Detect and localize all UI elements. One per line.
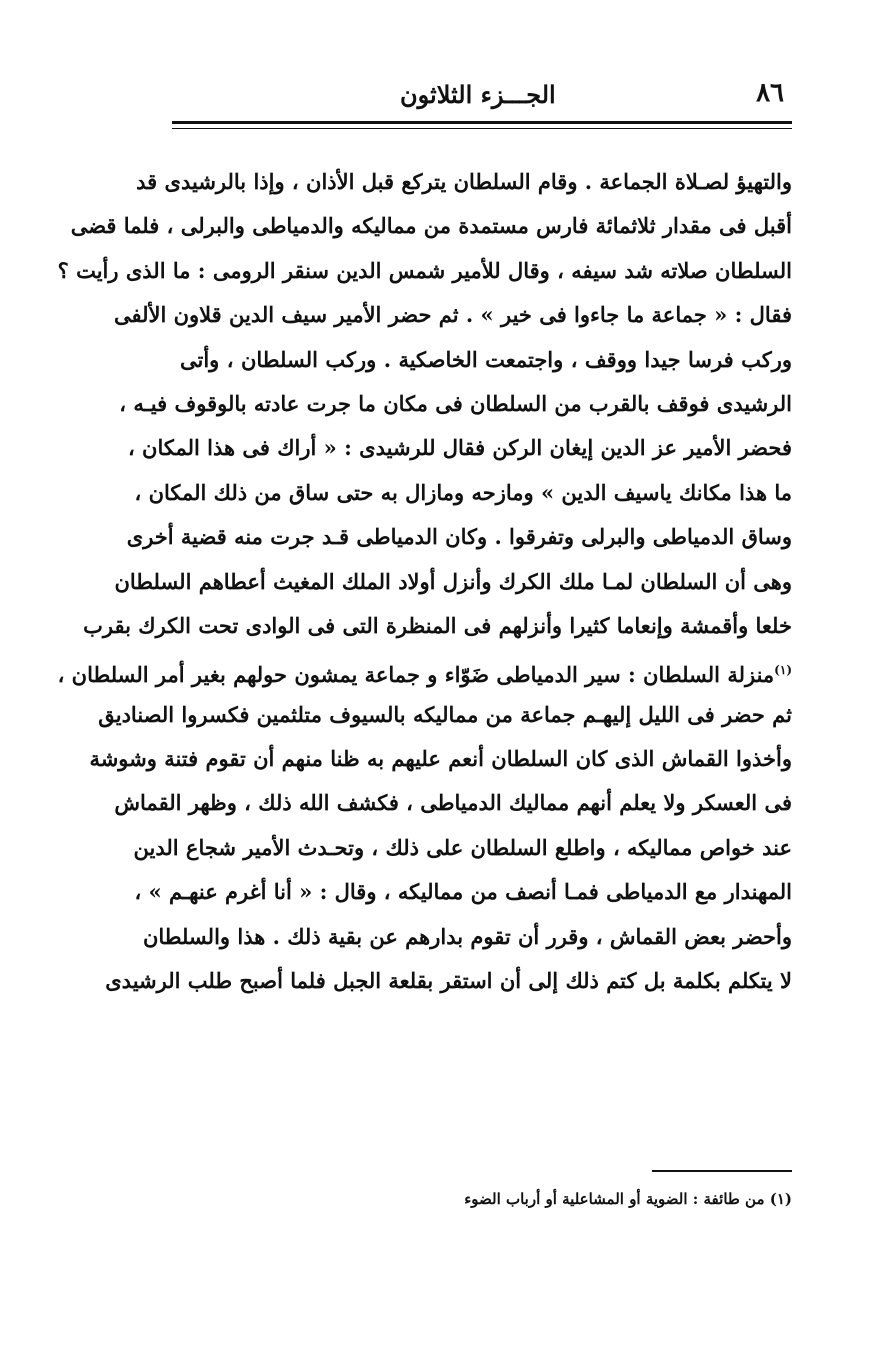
- text-line: ثم حضر فى الليل إليهـم جماعة من مماليكه بالسيوف متلثمين فكسروا الصناديق: [98, 701, 792, 727]
- page-number: ٨٦: [756, 78, 784, 108]
- text-line: الرشيدى فوقف بالقرب من السلطان فى مكان ما جرت عادته بالوقوف فيـه ،: [119, 390, 792, 416]
- text-line: لا يتكلم بكلمة بل كتم ذلك إلى أن استقر بقلعة الجبل فلما أصبح طلب الرشيدى: [105, 968, 792, 994]
- text-line: فى العسكر ولا يعلم أنهم مماليك الدمياطى ، فكشف الله ذلك ، وظهر القماش: [114, 790, 792, 816]
- text-line: وركب فرسا جيدا ووقف ، واجتمعت الخاصكية . وركب السلطان ، وأتى: [180, 346, 792, 372]
- text-line-with-footnote: [57, 648, 792, 692]
- text-line: فحضر الأمير عز الدين إيغان الركن فقال للرشيدى : « أراك فى هذا المكان ،: [127, 435, 792, 461]
- text-line: وساق الدمياطى والبرلى وتفرقوا . وكان الدمياطى قـد جرت منه قضية أخرى: [126, 524, 792, 550]
- text-line: المهندار مع الدمياطى فمـا أنصف من مماليكه ، وقال : « أنا أغرم عنهـم » ،: [134, 879, 792, 905]
- text-line: وهى أن السلطان لمـا ملك الكرك وأنزل أولاد الملك المغيث أعطاهم السلطان: [114, 568, 792, 594]
- footnote-reference: (١): [774, 663, 792, 678]
- page-header: [170, 74, 792, 120]
- text-line: السلطان صلاته شد سيفه ، وقال للأمير شمس الدين سنقر الرومى : ما الذى رأيت ؟: [57, 257, 792, 283]
- text-line: أقبل فى مقدار ثلاثمائة فارس مستمدة من مماليكه والدمياطى والبرلى ، فلما قضى: [70, 213, 792, 239]
- text-line: وأخذوا القماش الذى كان السلطان أنعم عليهم به ظنا منهم أن تقوم فتنة وشوشة: [89, 746, 792, 772]
- footnote: (١) من طائفة : الضوية أو المشاعلية أو أرباب الضوء: [464, 1190, 792, 1208]
- footnote-rule: [652, 1170, 792, 1172]
- running-title: الجـــزء الثلاثون: [400, 80, 556, 109]
- text-line: وأحضر بعض القماش ، وقرر أن تقوم بدارهم عن بقية ذلك . هذا والسلطان: [142, 923, 792, 949]
- text-line: منزلة السلطان : سير الدمياطى ضَوّاء و جماعة يمشون حولهم بغير أمر السلطان ،: [57, 662, 775, 688]
- text-line: خلعا وأقمشة وإنعاما كثيرا وأنزلهم فى المنظرة التى فى الوادى تحت الكرك بقرب: [83, 612, 792, 638]
- text-line: فقال : « جماعة ما جاءوا فى خير » . ثم حضر الأمير سيف الدين قلاون الألفى: [113, 302, 792, 328]
- header-rule-thin: [172, 128, 792, 129]
- text-line: ما هذا مكانك ياسيف الدين » ومازحه ومازال به حتى ساق من ذلك المكان ،: [134, 479, 792, 505]
- header-rule: [172, 121, 792, 124]
- text-line: والتهيؤ لصـلاة الجماعة . وقام السلطان يتركع قبل الأذان ، وإذا بالرشيدى قد: [136, 169, 792, 194]
- text-line: عند خواص مماليكه ، واطلع السلطان على ذلك ، وتحـدث الأمير شجاع الدين: [133, 834, 792, 860]
- body-text: [57, 160, 792, 1003]
